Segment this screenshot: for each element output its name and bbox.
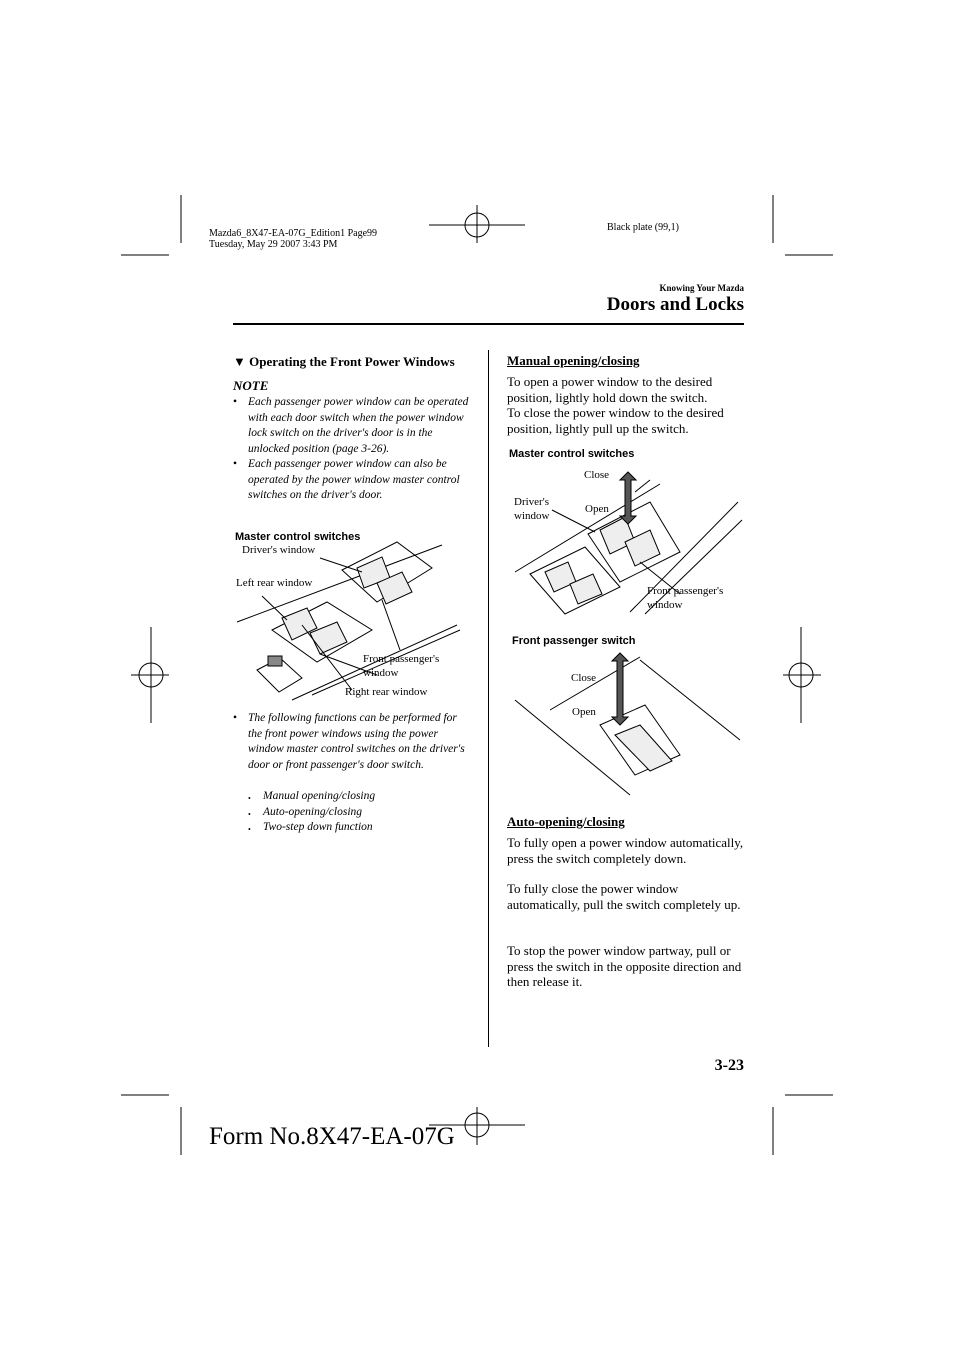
note-text: The following functions can be performed for the front power windows using the power window master control switches on the driver's door or front passenger's door switch.: [248, 712, 465, 771]
front-passenger-switch-diagram: [510, 655, 740, 800]
manual-text-open: To open a power window to the desired position, lightly hold down the switch.: [507, 374, 713, 405]
note-title: NOTE: [233, 378, 269, 393]
section-title: Doors and Locks: [606, 294, 744, 315]
auto-text-close: To fully close the power window automatically, pull the switch completely up.: [507, 881, 741, 912]
note-item: • Each passenger power window can also be operated by the power window master control switches on the driver's door.: [233, 458, 460, 501]
function-text: Two-step down function: [263, 821, 373, 833]
fig2-open-label: Open: [572, 706, 596, 718]
right-figure2-caption: Front passenger switch: [512, 635, 636, 647]
chapter-title: Knowing Your Mazda: [659, 283, 744, 293]
function-item: • Auto-opening/closing: [248, 805, 363, 819]
column-divider: [488, 350, 489, 1047]
operating-heading-text: Operating the Front Power Windows: [249, 354, 455, 369]
function-item: • Manual opening/closing: [248, 790, 376, 803]
label-left-rear-window: Left rear window: [236, 577, 313, 589]
auto-text-stop: To stop the power window partway, pull or press the switch in the opposite direction and then release it.: [507, 943, 742, 989]
form-number: Form No.8X47-EA-07G: [209, 1123, 455, 1150]
label-right-rear-window: Right rear window: [345, 686, 428, 698]
functions-note-list: [233, 711, 473, 773]
print-date-line: Tuesday, May 29 2007 3:43 PM: [209, 239, 338, 250]
auto-opening-heading: Auto-opening/closing: [507, 814, 625, 829]
note-text: Each passenger power window can be operated with each door switch when the power window lock switch on the driver's door is in the unlocked position (page 3-26).: [248, 396, 469, 455]
manual-text-close: To close the power window to the desired position, lightly pull up the switch.: [507, 405, 724, 436]
note-item: • The following functions can be performed for the front power windows using the power window master control switches on the driver's door or front passenger's door switch.: [233, 712, 465, 771]
master-control-close-open-diagram: [510, 462, 740, 622]
function-item: • Two-step down function: [248, 821, 373, 834]
black-plate-label: Black plate (99,1): [607, 222, 679, 233]
label-front-passengers-line2: window: [363, 667, 399, 679]
master-control-switches-diagram: [232, 530, 472, 710]
fig1-front-passengers-line1: Front passenger's: [647, 585, 724, 597]
left-figure-caption: Master control switches: [235, 531, 361, 543]
note-text: Each passenger power window can also be operated by the power window master control switches on the driver's door.: [248, 458, 460, 501]
print-file-line: Mazda6_8X47-EA-07G_Edition1 Page99: [209, 228, 378, 239]
note-list: [233, 395, 473, 504]
manual-opening-heading: Manual opening/closing: [507, 353, 640, 368]
note-item: • Each passenger power window can be operated with each door switch when the power window lock switch on the driver's door is in the unlocked position (page 3-26).: [233, 396, 469, 455]
operating-heading: [233, 354, 455, 370]
fig1-open-label: Open: [585, 503, 609, 515]
fig1-front-passengers-line2: window: [647, 599, 683, 611]
triangle-marker-icon: ▼: [233, 354, 246, 369]
function-text: Auto-opening/closing: [263, 805, 363, 818]
function-text: Manual opening/closing: [263, 790, 376, 802]
label-drivers-window: Driver's window: [242, 544, 316, 556]
fig1-close-label: Close: [584, 469, 610, 481]
label-front-passengers-line1: Front passenger's: [363, 653, 440, 665]
fig1-drivers-line1: Driver's: [514, 496, 549, 508]
functions-sub-list: [248, 789, 473, 836]
header-rule: [233, 323, 744, 325]
fig2-close-label: Close: [571, 672, 597, 684]
page-number: 3-23: [714, 1057, 744, 1074]
fig1-drivers-line2: window: [514, 510, 550, 522]
right-figure1-caption: Master control switches: [509, 448, 635, 460]
auto-text-open: To fully open a power window automatically, press the switch completely down.: [507, 835, 744, 866]
